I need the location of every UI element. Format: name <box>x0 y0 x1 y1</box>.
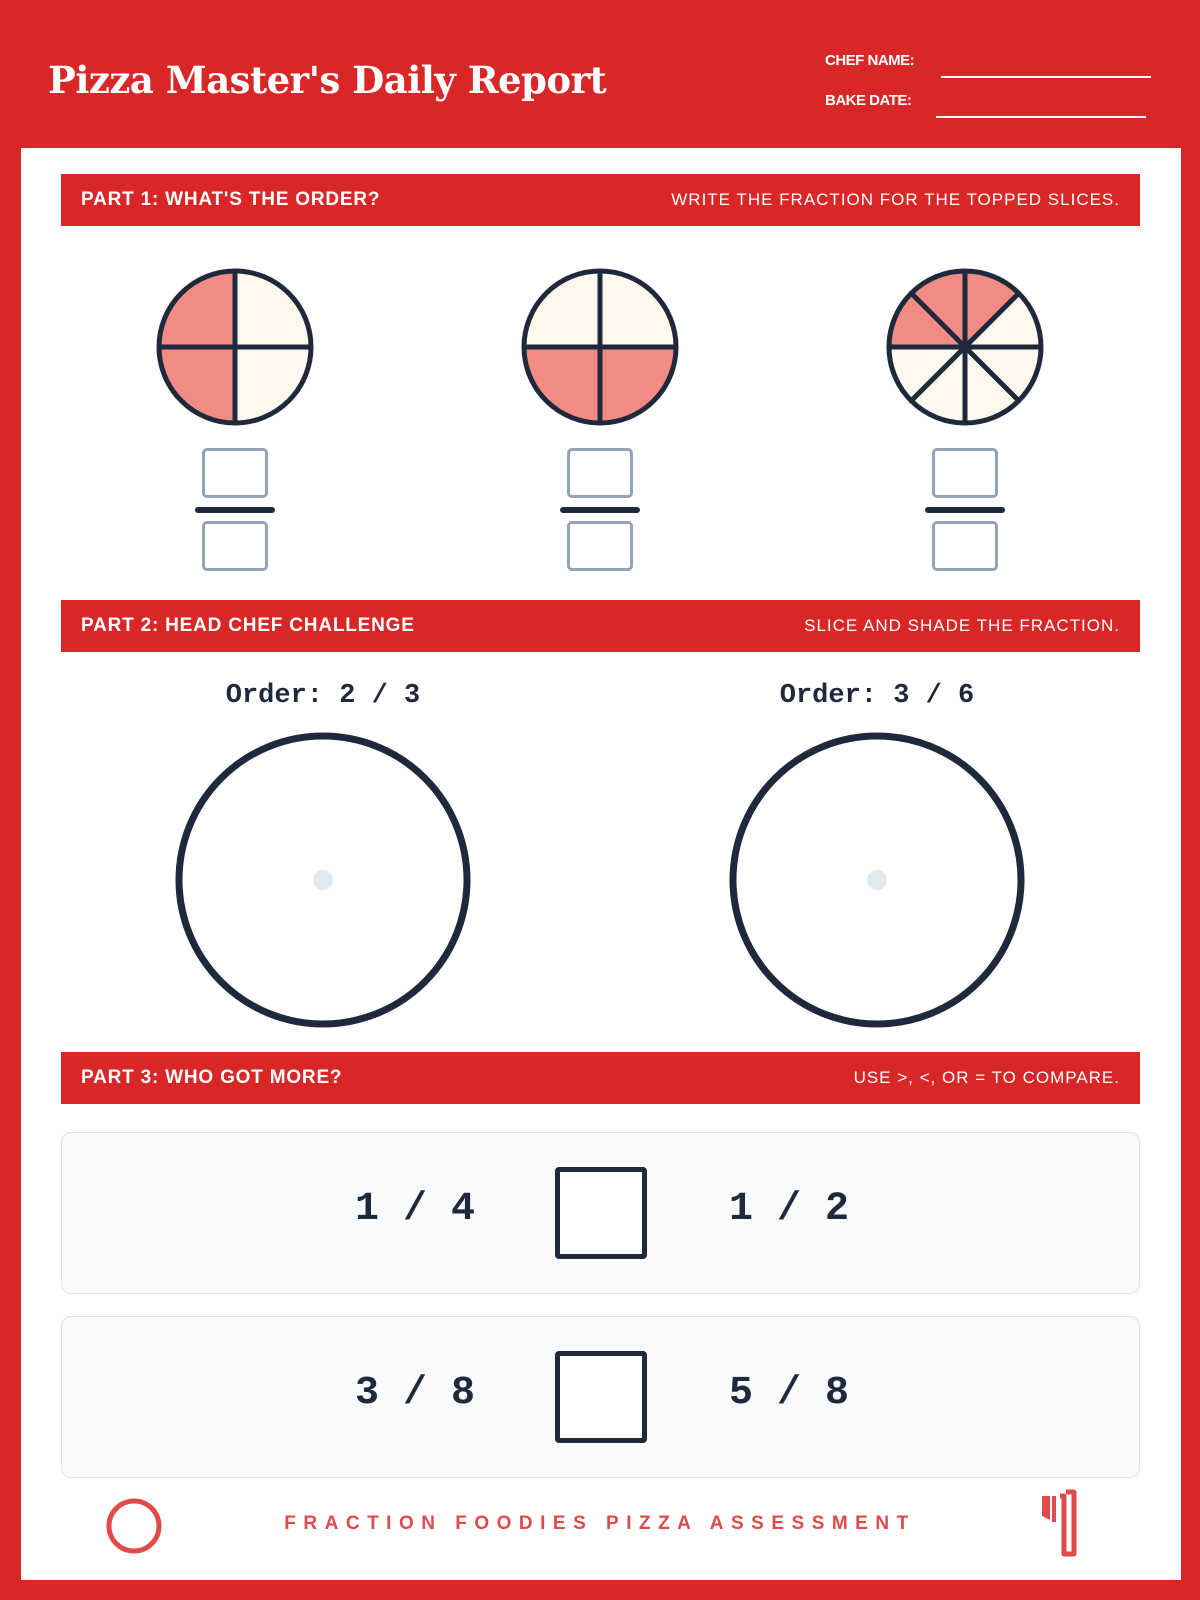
part3-title: PART 3: WHO GOT MORE? <box>81 1067 343 1088</box>
comparison-left-fraction: 3 / 8 <box>354 1371 476 1416</box>
pizza-quarters-left-shaded <box>155 267 315 427</box>
footer-text: FRACTION FOODIES PIZZA ASSESSMENT <box>284 1513 916 1534</box>
part2-header <box>61 600 1140 652</box>
bake-date-row <box>825 88 1155 118</box>
page-title: Pizza Master's Daily Report <box>48 58 607 102</box>
order-label-2: Order: 3 / 6 <box>779 681 975 711</box>
part3-header <box>61 1052 1140 1104</box>
pizza-center-dot <box>313 870 333 890</box>
comparison-answer-box[interactable] <box>555 1167 647 1259</box>
fork-knife-icon <box>1038 1490 1098 1560</box>
numerator-box-1[interactable] <box>202 448 268 498</box>
comparison-right-fraction: 1 / 2 <box>728 1187 850 1232</box>
comparison-left-fraction: 1 / 4 <box>354 1187 476 1232</box>
denominator-box-3[interactable] <box>932 521 998 571</box>
pizza-quarters-bottom-left-shaded <box>520 267 680 427</box>
circle-outline-icon <box>104 1497 164 1557</box>
fraction-bar-3 <box>925 507 1005 513</box>
pizza-eighths-shaded <box>885 267 1045 427</box>
part1-header <box>61 174 1140 226</box>
part2-instruction: SLICE AND SHADE THE FRACTION. <box>804 616 1120 635</box>
chef-name-field[interactable] <box>941 76 1151 78</box>
comparison-card-1 <box>61 1132 1140 1294</box>
chef-name-row <box>825 48 1155 78</box>
bake-date-label: BAKE DATE: <box>825 92 912 109</box>
order-label-1: Order: 2 / 3 <box>225 681 421 711</box>
blank-pizza-2[interactable] <box>727 730 1027 1030</box>
numerator-box-3[interactable] <box>932 448 998 498</box>
part1-title: PART 1: WHAT'S THE ORDER? <box>81 189 381 210</box>
numerator-box-2[interactable] <box>567 448 633 498</box>
part1-instruction: WRITE THE FRACTION FOR THE TOPPED SLICES. <box>671 190 1120 209</box>
part3-instruction: USE >, <, OR = TO COMPARE. <box>853 1068 1120 1087</box>
chef-name-label: CHEF NAME: <box>825 52 915 69</box>
comparison-right-fraction: 5 / 8 <box>728 1371 850 1416</box>
comparison-answer-box[interactable] <box>555 1351 647 1443</box>
bake-date-field[interactable] <box>936 116 1146 118</box>
part2-title: PART 2: HEAD CHEF CHALLENGE <box>81 615 415 636</box>
comparison-card-2 <box>61 1316 1140 1478</box>
blank-pizza-1[interactable] <box>173 730 473 1030</box>
denominator-box-1[interactable] <box>202 521 268 571</box>
denominator-box-2[interactable] <box>567 521 633 571</box>
fraction-bar-1 <box>195 507 275 513</box>
fraction-bar-2 <box>560 507 640 513</box>
header <box>0 0 1200 146</box>
pizza-center-dot <box>867 870 887 890</box>
